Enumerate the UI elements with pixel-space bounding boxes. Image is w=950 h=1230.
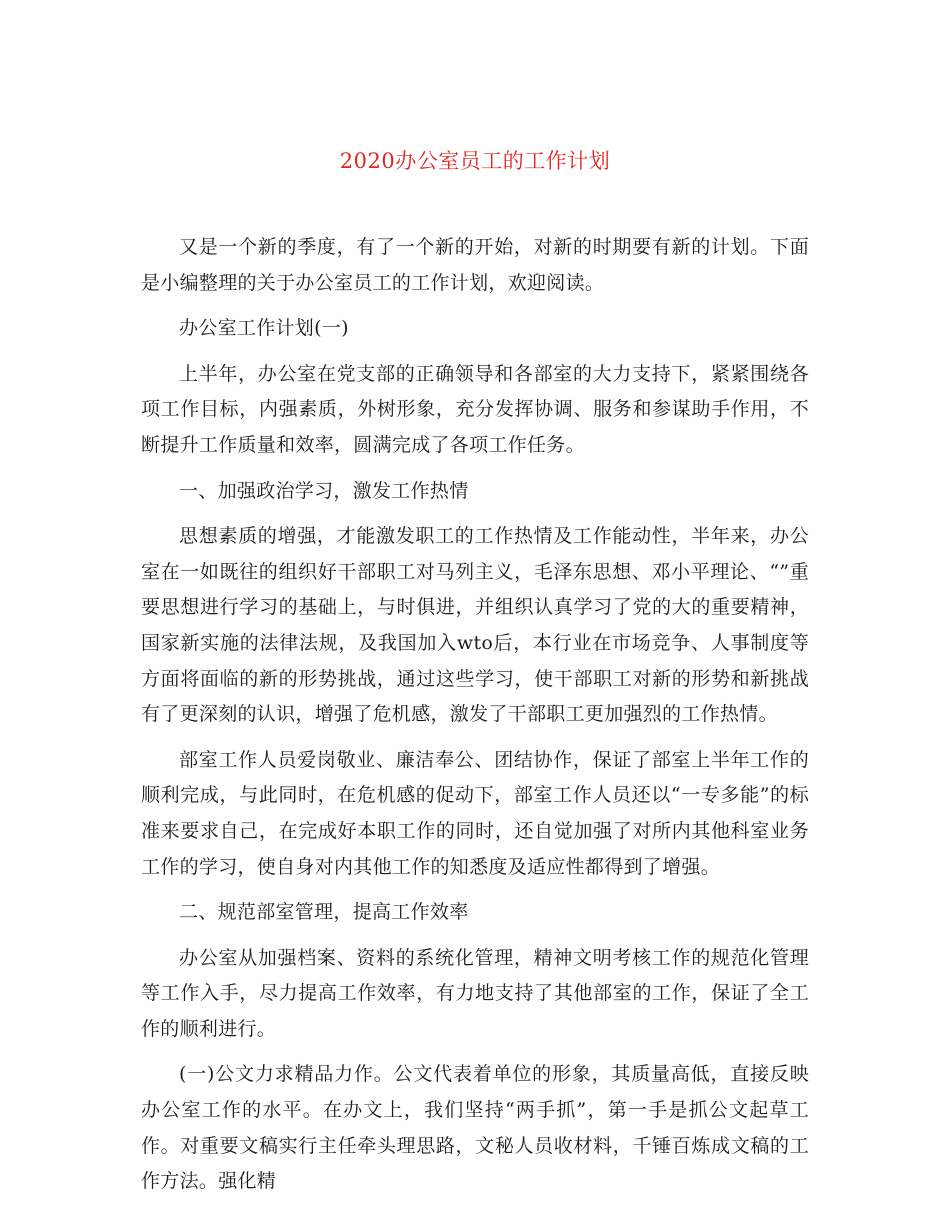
section-heading-political-study: 一、加强政治学习，激发工作热情	[179, 479, 469, 502]
staff-dedication-paragraph: 部室工作人员爱岗敬业、廉洁奉公、团结协作，保证了部室上半年工作的顺利完成，与此同时，在危机感的促动下，部室工作人员还以“一专多能”的标准来要求自己，在完成好本职工作的同时，还自觉加强了对所内其他科室业务工作的学习，使自身对内其他工作的知悉度及适应性都得到了增强。	[141, 748, 809, 878]
document-body	[141, 230, 809, 1210]
official-documents-paragraph: (一)公文力求精品力作。公文代表着单位的形象，其质量高低，直接反映办公室工作的水平。在办文上，我们坚持“两手抓”，第一手是抓公文起草工作。对重要文稿实行主任牵头理思路，文秘人员收材料，千锤百炼成文稿的工作方法。强化精	[141, 1063, 809, 1193]
political-study-paragraph: 思想素质的增强，才能激发职工的工作热情及工作能动性，半年来，办公室在一如既往的组织好干部职工对马列主义，毛泽东思想、邓小平理论、“”重要思想进行学习的基础上，与时俱进，并组织认真学习了党的大的重要精神，国家新实施的法律法规，及我国加入wto后，本行业在市场竞争、人事制度等方面将面临的新的形势挑战，通过这些学习，使干部职工对新的形势和新挑战有了更深刻的认识，增强了危机感，激发了干部职工更加强烈的工作热情。	[141, 525, 809, 726]
management-paragraph: 办公室从加强档案、资料的系统化管理，精神文明考核工作的规范化管理等工作入手，尽力提高工作效率，有力地支持了其他部室的工作，保证了全工作的顺利进行。	[141, 946, 809, 1040]
section-heading-management: 二、规范部室管理，提高工作效率	[179, 901, 469, 924]
summary-paragraph: 上半年，办公室在党支部的正确领导和各部室的大力支持下，紧紧围绕各项工作目标，内强素质，外树形象，充分发挥协调、服务和参谋助手作用，不断提升工作质量和效率，圆满完成了各项工作任务。	[141, 362, 809, 456]
section-heading-plan-one: 办公室工作计划(一)	[179, 317, 349, 340]
intro-paragraph: 又是一个新的季度，有了一个新的开始，对新的时期要有新的计划。下面是小编整理的关于办公室员工的工作计划，欢迎阅读。	[141, 236, 809, 294]
document-title: 2020办公室员工的工作计划	[339, 149, 611, 173]
